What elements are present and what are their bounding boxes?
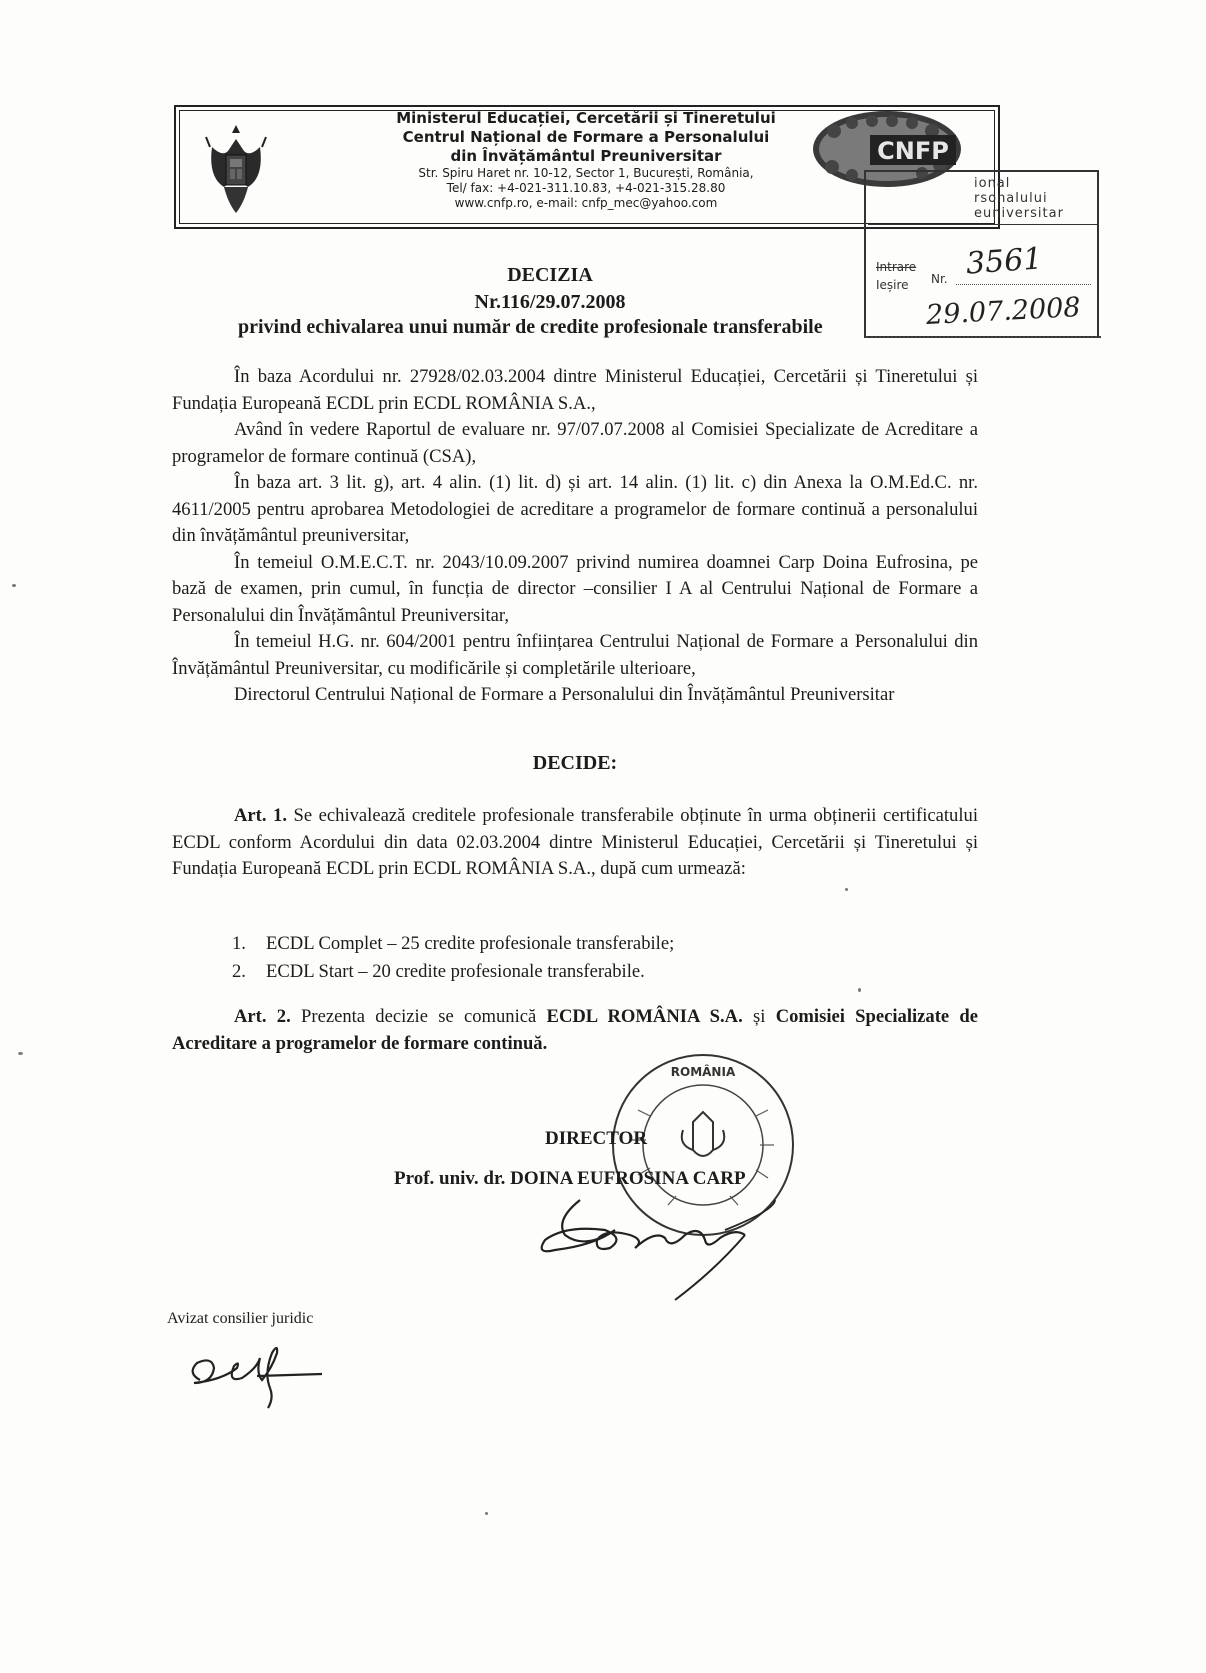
web-email: www.cnfp.ro, e-mail: cnfp_mec@yahoo.com: [454, 196, 718, 210]
article-1-label: Art. 1.: [234, 805, 287, 826]
list-item-number: 1.: [232, 933, 246, 954]
coat-of-arms-icon: [204, 117, 268, 217]
decide-heading: DECIDE:: [532, 752, 618, 774]
preamble: [172, 364, 978, 709]
preamble-paragraph: În temeiul O.M.E.C.T. nr. 2043/10.09.2007 privind numirea doamnei Carp Doina Eufrosina, pe bază de examen, prin cumul, în funcția de director –consilier I A al Centrului Național de Formare a Personalului din Învățământul Preuniversitar,: [172, 551, 978, 626]
stamp-divider: [868, 224, 1098, 239]
article-2-body-a: Prezenta decizie se comunică: [301, 1006, 537, 1027]
handwritten-registration-number: 3561: [964, 241, 1044, 282]
list-item-text: ECDL Complet – 25 credite profesionale transferabile;: [266, 933, 675, 954]
stamp-header-line: rsonalului: [974, 191, 1048, 206]
registration-stamp: [864, 170, 1099, 338]
list-item-text: ECDL Start – 20 credite profesionale transferabile.: [266, 961, 645, 982]
center-name-cont: din Învățământul Preuniversitar: [450, 147, 722, 165]
list-item: [232, 930, 932, 958]
stamp-header-line: euniversitar: [974, 206, 1064, 221]
decision-subject: privind echivalarea unui număr de credite profesionale transferabile: [238, 316, 823, 338]
director-name: Prof. univ. dr. DOINA EUFROSINA CARP: [394, 1168, 746, 1189]
legal-advisor-label: Avizat consilier juridic: [167, 1310, 314, 1327]
preamble-paragraph: În temeiul H.G. nr. 604/2001 pentru înființarea Centrului Național de Formare a Personalului din Învățământul Preuniversitar, cu modificările și completările ulterioare,: [172, 631, 978, 679]
stamp-dotted-line: [956, 284, 1091, 285]
preamble-paragraph: Având în vedere Raportul de evaluare nr. 97/07.07.2008 al Comisiei Specializate de Acreditare a programelor de formare continuă (CSA),: [172, 419, 978, 467]
scan-speck: [858, 988, 861, 992]
article-2-body-b: și: [753, 1006, 766, 1027]
stamp-nr-label: Nr.: [931, 272, 948, 286]
center-name: Centrul Național de Formare a Personalului: [402, 128, 770, 146]
director-signature-icon: [535, 1190, 785, 1310]
article-2: [172, 1003, 978, 1057]
stamp-intrare-label: Intrare: [876, 260, 917, 274]
article-2-recipient-a: ECDL ROMÂNIA S.A.: [546, 1006, 743, 1027]
list-item-number: 2.: [232, 961, 246, 982]
stamp-header-line: ional: [974, 176, 1011, 191]
list-item: [232, 958, 932, 986]
scan-speck: [18, 1052, 23, 1055]
decision-number: Nr.116/29.07.2008: [474, 291, 626, 313]
legal-advisor-signature-icon: [182, 1338, 332, 1418]
preamble-paragraph: Directorul Centrului Național de Formare a Personalului din Învățământul Preuniversitar: [234, 684, 895, 705]
letterhead-text: [371, 109, 801, 211]
phone-fax: Tel/ fax: +4-021-311.10.83, +4-021-315.28.80: [446, 181, 726, 195]
article-2-label: Art. 2.: [234, 1006, 291, 1027]
scan-speck: [485, 1512, 488, 1515]
stamp-iesire-label: Ieșire: [876, 278, 909, 292]
article-1: [172, 803, 978, 883]
decision-title: [230, 262, 870, 316]
ministry-name: Ministerul Educației, Cercetării și Tineretului: [396, 109, 776, 127]
article-1-text: [172, 803, 978, 883]
handwritten-registration-date: 29.07.2008: [925, 291, 1082, 332]
scan-speck: [845, 888, 848, 891]
article-1-body: Se echivalează creditele profesionale transferabile obținute în urma obținerii certificatului ECDL conform Acordului din data 02.03.2004 dintre Ministerul Educației, Cercetării și Tineretului și Fundația Europeană ECDL prin ECDL ROMÂNIA S.A., după cum urmează:: [172, 805, 978, 879]
preamble-paragraph: În baza Acordului nr. 27928/02.03.2004 dintre Ministerul Educației, Cercetării și Tineretului și Fundația Europeană ECDL prin ECDL ROMÂNIA S.A.,: [172, 366, 978, 414]
article-2-text: [172, 1003, 978, 1057]
stamp-bottom-line: [866, 336, 1101, 338]
director-title: DIRECTOR: [545, 1128, 648, 1149]
address: Str. Spiru Haret nr. 10-12, Sector 1, București, România,: [418, 166, 754, 180]
stamp-header: [974, 176, 1099, 221]
article-2-recipient-b: Comisiei Specializate de Acreditare a programelor de formare continuă.: [172, 1006, 979, 1054]
stamp-country-text: ROMÂNIA: [670, 1065, 736, 1079]
preamble-paragraph: În baza art. 3 lit. g), art. 4 alin. (1) lit. d) și art. 14 alin. (1) lit. c) din Anexa la O.M.Ed.C. nr. 4611/2005 pentru aprobarea Metodologiei de acreditare a programelor de formare continuă a personalului din învățământul preuniversitar,: [172, 472, 978, 546]
decision-heading: DECIZIA: [507, 264, 593, 286]
scan-speck: [12, 584, 16, 587]
credits-list: [232, 930, 932, 986]
cnfp-logo-text: CNFP: [877, 137, 949, 165]
